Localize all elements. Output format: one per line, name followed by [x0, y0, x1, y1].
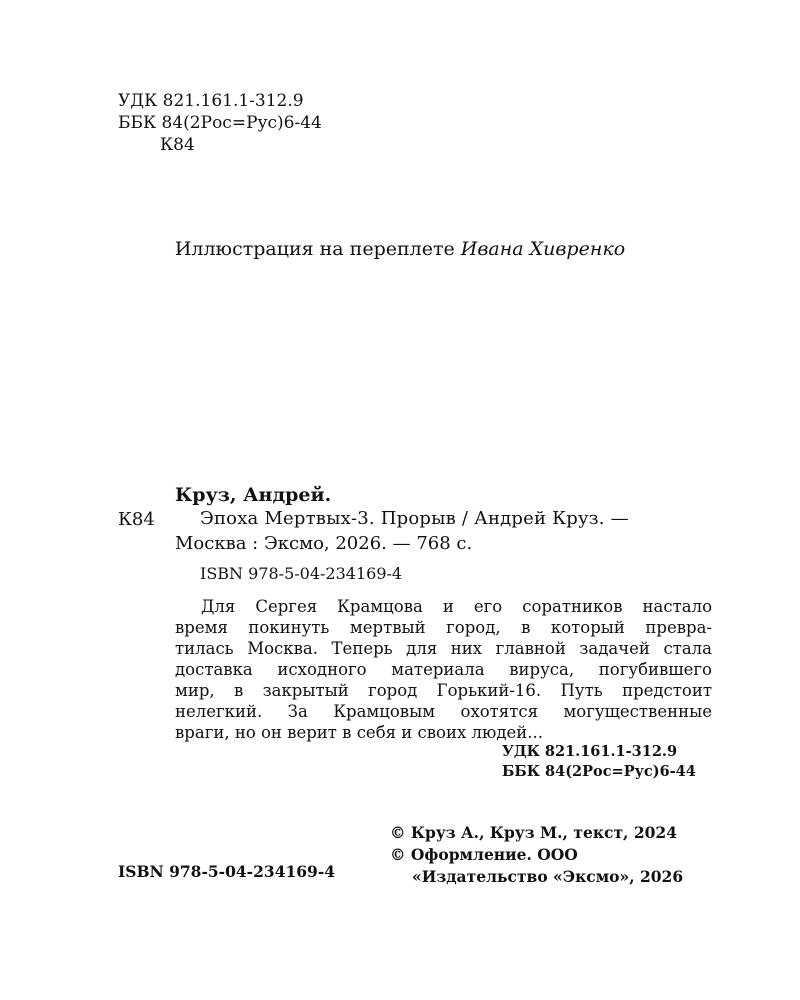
annotation-line: доставка исходного материала вируса, погубившего	[175, 660, 712, 679]
footer-isbn: ISBN 978-5-04-234169-4	[118, 862, 336, 881]
annotation-line: мир, в закрытый город Горький-16. Путь предстоит	[175, 681, 712, 700]
illustration-credit	[0, 236, 800, 262]
copyright-text-line: © Круз А., Круз М., текст, 2024	[390, 823, 677, 842]
header-classification-codes	[118, 90, 322, 156]
annotation	[175, 596, 712, 743]
annotation-line: нелегкий. За Крамцовым охотятся могущественные	[175, 702, 712, 721]
annotation-line: Для Сергея Крамцова и его соратников настало	[201, 597, 712, 616]
footer-udk-code: УДК 821.161.1-312.9	[502, 743, 678, 760]
bib-author-mark: К84	[118, 509, 155, 530]
footer-classification-codes	[502, 742, 696, 782]
copyright-design-line: © Оформление. ООО	[390, 845, 578, 864]
footer-bbk-code: ББК 84(2Рос=Рус)6-44	[502, 763, 696, 780]
illustration-prefix: Иллюстрация на переплете	[174, 238, 461, 260]
copyright-publisher-line: «Издательство «Эксмо», 2026	[412, 867, 684, 886]
annotation-line: тилась Москва. Теперь для них главной задачей стала	[175, 639, 712, 658]
annotation-line: время покинуть мертвый город, в который превра-	[175, 618, 712, 637]
bib-imprint-line: Москва : Эксмо, 2026. — 768 с.	[175, 533, 473, 554]
copyright-block	[390, 822, 683, 888]
udk-code: УДК 821.161.1-312.9	[118, 91, 304, 111]
author-mark: К84	[160, 135, 195, 155]
illustrator-name: Ивана Хивренко	[460, 238, 626, 260]
annotation-line: враги, но он верит в себя и своих людей...	[175, 723, 544, 742]
bib-title-line: Эпоха Мертвых-3. Прорыв / Андрей Круз. —	[200, 508, 629, 529]
bib-isbn: ISBN 978-5-04-234169-4	[200, 564, 403, 583]
bib-author: Круз, Андрей.	[175, 484, 332, 506]
bbk-code: ББК 84(2Рос=Рус)6-44	[118, 113, 322, 133]
